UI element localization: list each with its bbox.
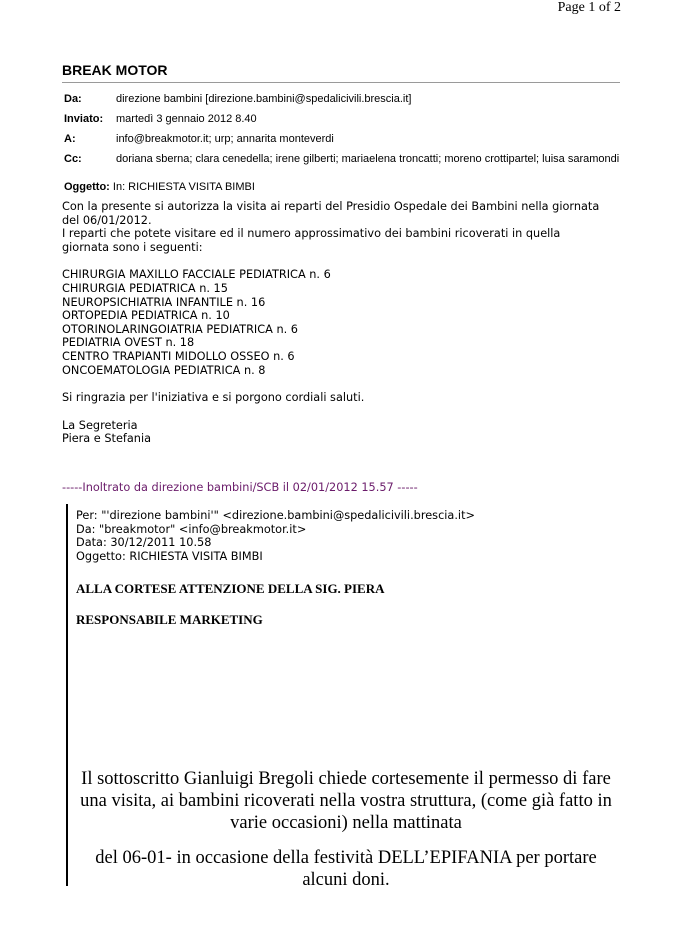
header-value: direzione bambini [direzione.bambini@spedalicivili.brescia.it] — [116, 93, 412, 105]
quoted-header-line: Per: "'direzione bambini'" <direzione.bambini@spedalicivili.brescia.it> — [76, 509, 475, 522]
header-value: martedì 3 gennaio 2012 8.40 — [116, 113, 257, 125]
header-label: Cc: — [64, 153, 82, 165]
department-item: OTORINOLARINGOIATRIA PEDIATRICA n. 6 — [62, 322, 298, 336]
department-item: CHIRURGIA PEDIATRICA n. 15 — [62, 281, 228, 295]
paragraph-line: del 06-01- in occasione della festività DELL’EPIFANIA per portare — [95, 848, 597, 868]
header-divider — [62, 82, 620, 83]
quoted-header — [76, 509, 475, 563]
quoted-header-line: Data: 30/12/2011 10.58 — [76, 536, 212, 550]
header-from-row — [64, 93, 624, 106]
department-item: CENTRO TRAPIANTI MIDOLLO OSSEO n. 6 — [62, 349, 295, 363]
paragraph-line: varie occasioni) nella mattinata — [230, 813, 462, 833]
page-number: Page 1 of 2 — [557, 0, 621, 15]
email-header — [64, 93, 624, 173]
department-item: CHIRURGIA MAXILLO FACCIALE PEDIATRICA n. 6 — [62, 268, 331, 282]
subject-value: In: RICHIESTA VISITA BIMBI — [112, 181, 255, 193]
thanks-line: Si ringrazia per l'iniziativa e si porgono cordiali saluti. — [62, 391, 365, 405]
paragraph-line: alcuni doni. — [302, 870, 390, 890]
forward-separator: -----Inoltrato da direzione bambini/SCB il 02/01/2012 15.57 ----- — [62, 481, 418, 494]
request-paragraph — [68, 768, 624, 834]
body-line: giornata sono i seguenti: — [62, 240, 203, 254]
header-value: info@breakmotor.it; urp; annarita monteverdi — [116, 133, 334, 145]
header-label: Inviato: — [64, 113, 104, 125]
email-body — [62, 200, 632, 446]
department-item: PEDIATRIA OVEST n. 18 — [62, 336, 195, 350]
signature-line: La Segreteria — [62, 418, 138, 432]
department-item: ORTOPEDIA PEDIATRICA n. 10 — [62, 309, 230, 323]
header-to-row — [64, 133, 624, 146]
attention-heading: ALLA CORTESE ATTENZIONE DELLA SIG. PIERA — [76, 581, 385, 596]
company-name: BREAK MOTOR — [62, 62, 168, 78]
subject-label: Oggetto: — [64, 181, 110, 193]
header-label: Da: — [64, 93, 82, 105]
paragraph-line: Il sottoscritto Gianluigi Bregoli chiede cortesemente il permesso di fare — [81, 769, 611, 789]
signature-line: Piera e Stefania — [62, 432, 152, 446]
quoted-header-line: Oggetto: RICHIESTA VISITA BIMBI — [76, 549, 263, 563]
date-paragraph — [68, 847, 624, 891]
header-label: A: — [64, 133, 76, 145]
email-subject — [64, 181, 255, 193]
body-line: I reparti che potete visitare ed il numero approssimativo dei bambini ricoverati in quella — [62, 227, 561, 241]
paragraph-line: una visita, ai bambini ricoverati nella vostra struttura, (come già fatto in — [80, 791, 612, 811]
quoted-message — [66, 504, 624, 890]
header-value: doriana sberna; clara cenedella; irene gilberti; mariaelena troncatti; moreno crottipartel; luisa saramondi — [116, 153, 620, 165]
body-line: del 06/01/2012. — [62, 213, 152, 227]
quoted-header-line: Da: "breakmotor" <info@breakmotor.it> — [76, 522, 307, 536]
role-heading: RESPONSABILE MARKETING — [76, 612, 263, 627]
body-line: Con la presente si autorizza la visita ai reparti del Presidio Ospedale dei Bambini nella giornata — [62, 200, 600, 213]
department-item: ONCOEMATOLOGIA PEDIATRICA n. 8 — [62, 363, 266, 377]
department-item: NEUROPSICHIATRIA INFANTILE n. 16 — [62, 295, 266, 309]
header-sent-row — [64, 113, 624, 126]
header-cc-row — [64, 153, 624, 166]
